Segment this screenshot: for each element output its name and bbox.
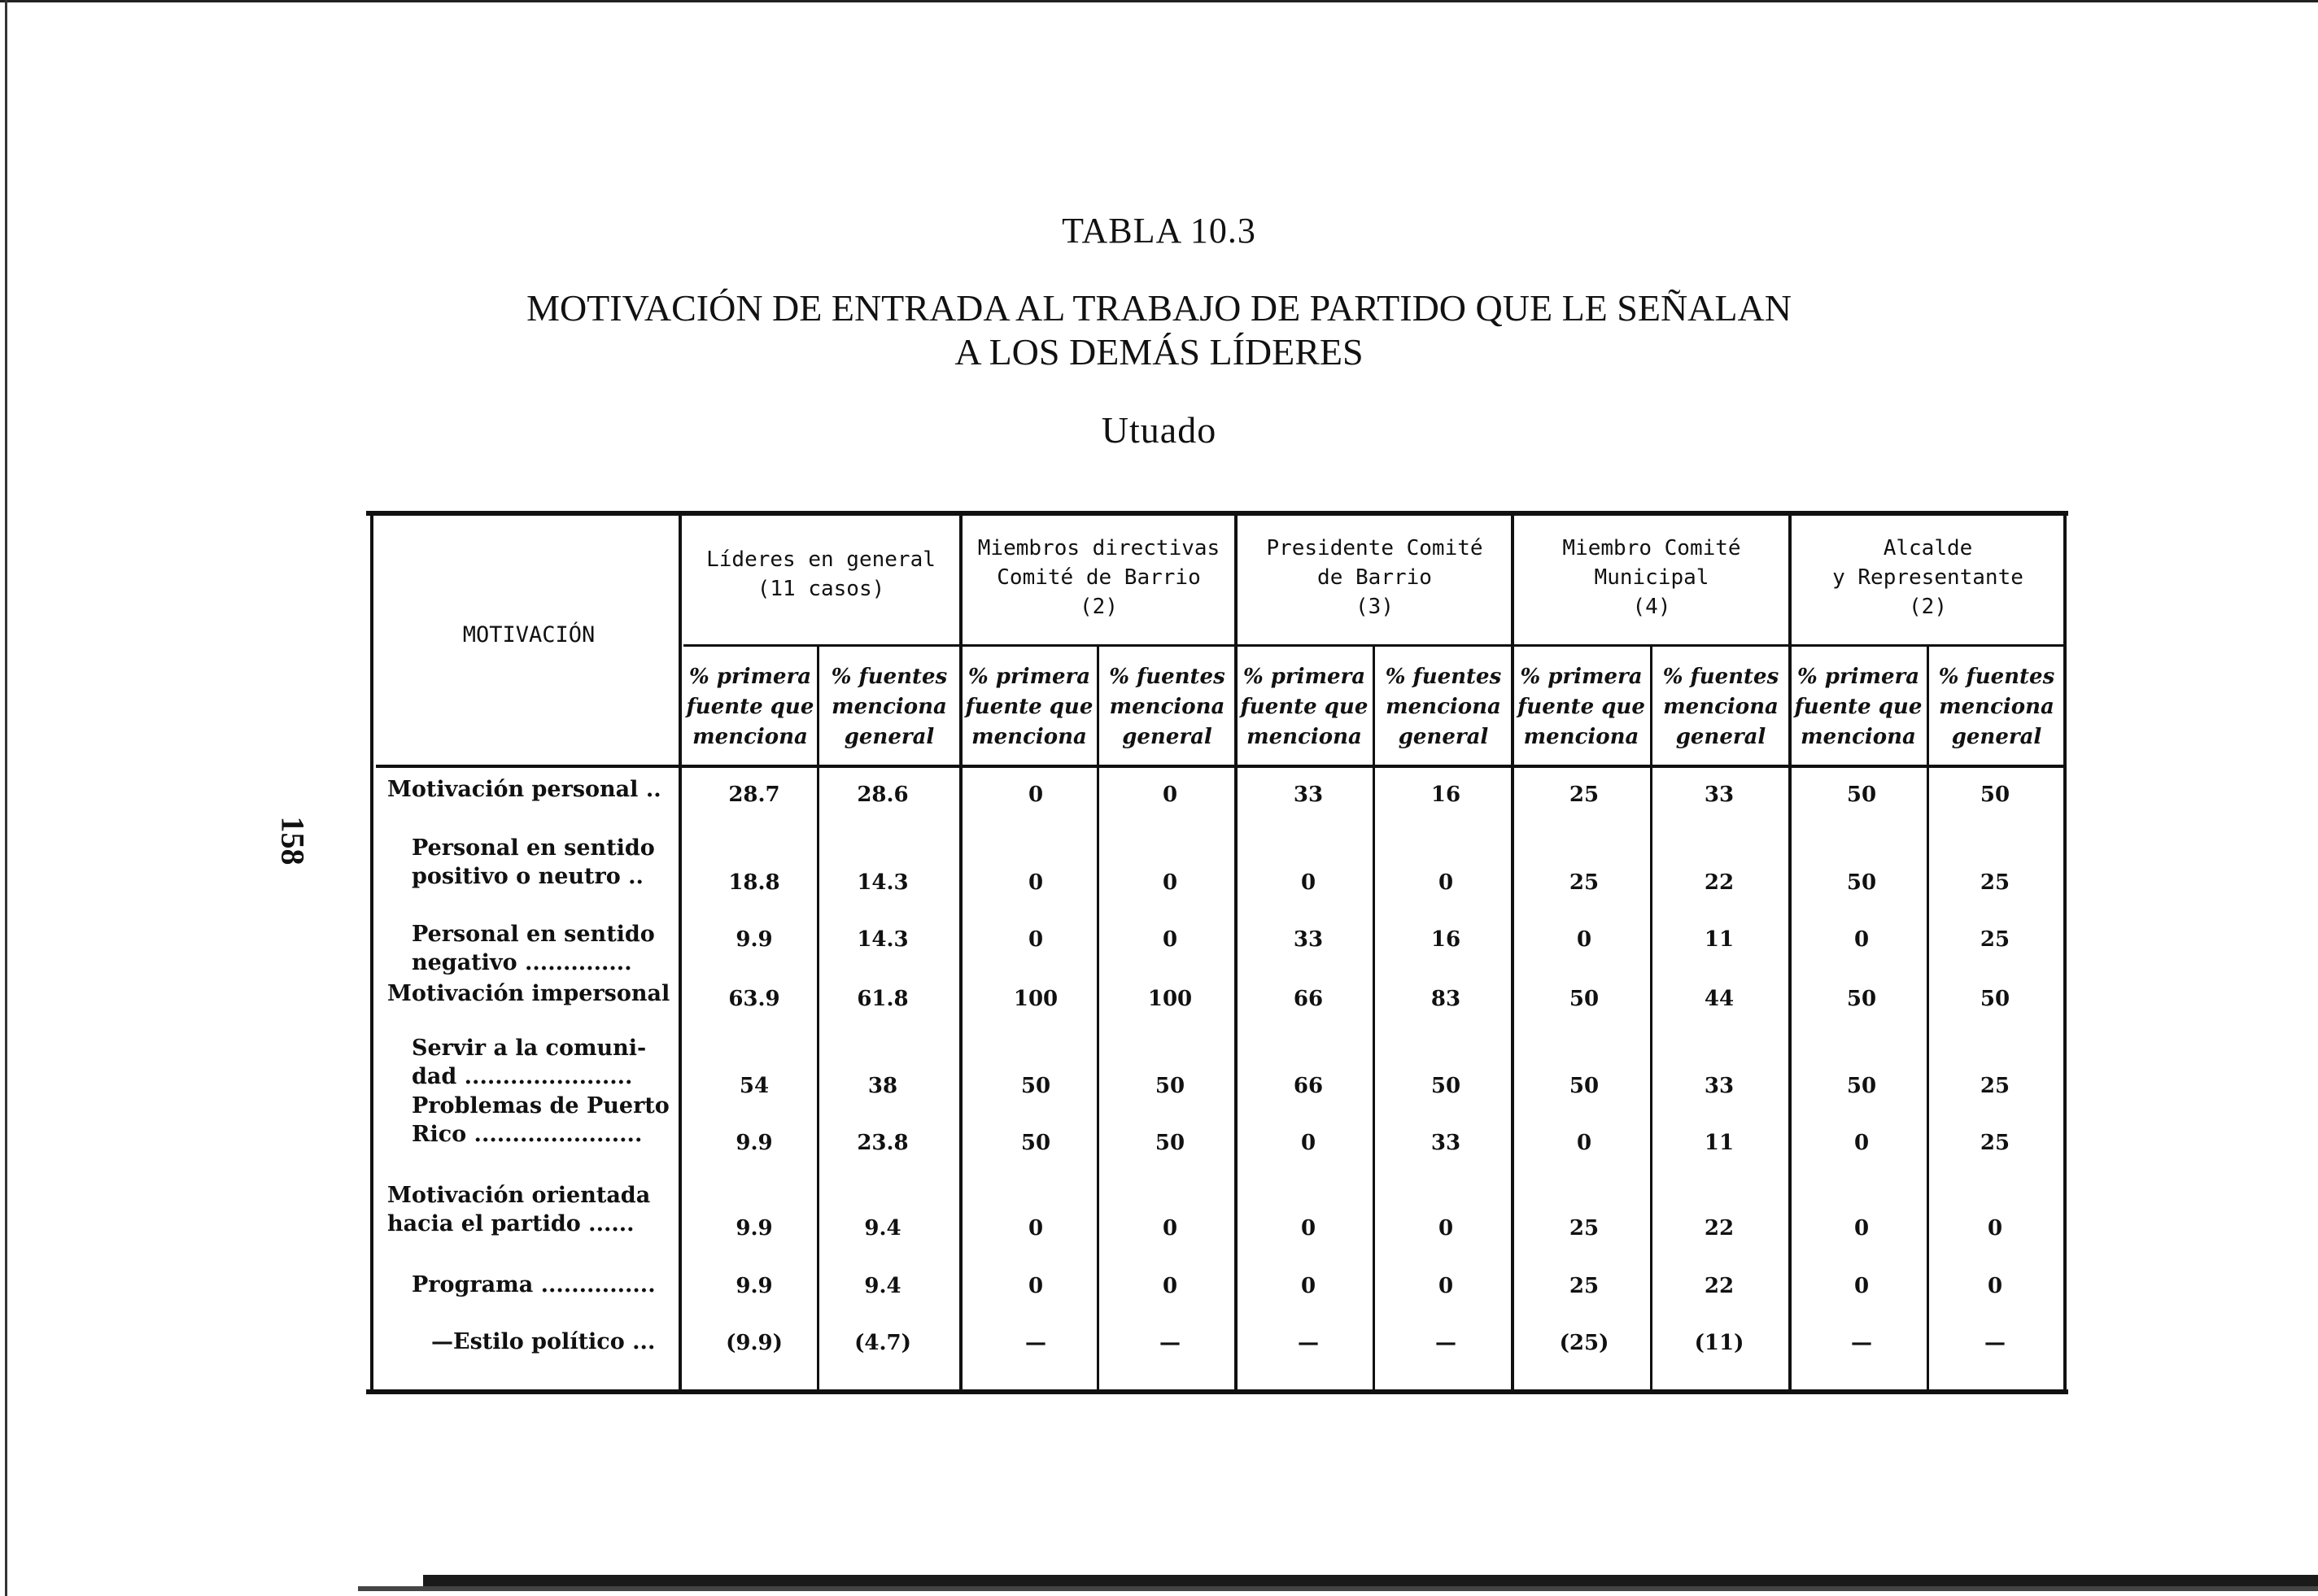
table-cell: (4.7) bbox=[854, 1331, 911, 1355]
sub-header-primera-fuente bbox=[964, 662, 1094, 752]
subcolumn-divider bbox=[1373, 646, 1375, 1389]
table-left-border bbox=[370, 516, 373, 1389]
group-header-line-1: Presidente Comité bbox=[1266, 536, 1483, 560]
row-label: —Estilo político ... bbox=[431, 1329, 656, 1354]
sub-header-line: general bbox=[1398, 725, 1489, 749]
table-cell: 0 bbox=[1162, 1274, 1178, 1298]
table-cell: 9.9 bbox=[736, 1131, 773, 1155]
table-cell: (9.9) bbox=[726, 1331, 783, 1355]
table-cell: 0 bbox=[1438, 870, 1454, 895]
sub-header-line: % fuentes bbox=[1385, 665, 1502, 689]
table-cell: 0 bbox=[1853, 1274, 1870, 1298]
table-cell: 9.9 bbox=[736, 1216, 773, 1241]
table-cell: 9.4 bbox=[864, 1274, 901, 1298]
table-cell: 9.9 bbox=[736, 1274, 773, 1298]
table-cell: 50 bbox=[1020, 1131, 1051, 1155]
table-cell: 33 bbox=[1704, 783, 1735, 807]
table-cell: 100 bbox=[1013, 987, 1059, 1011]
table-cell: 16 bbox=[1430, 783, 1461, 807]
table-cell: 0 bbox=[1853, 927, 1870, 952]
table-cell: 83 bbox=[1430, 987, 1461, 1011]
table-cell: 50 bbox=[1980, 783, 2010, 807]
table-cell: 38 bbox=[867, 1074, 898, 1098]
row-label: Personal en sentido positivo o neutro .. bbox=[412, 835, 655, 889]
sub-header-line: % fuentes bbox=[1109, 665, 1225, 689]
table-cell: (11) bbox=[1694, 1331, 1744, 1355]
table-title-line-2: A LOS DEMÁS LÍDERES bbox=[954, 331, 1364, 373]
sub-header-line: general bbox=[1675, 725, 1766, 749]
table-cell: 11 bbox=[1704, 1131, 1735, 1155]
table-cell: 25 bbox=[1569, 783, 1600, 807]
table-cell: 16 bbox=[1430, 927, 1461, 952]
table-cell: 100 bbox=[1147, 987, 1193, 1011]
subcolumn-divider bbox=[1097, 646, 1099, 1389]
table-cell: 0 bbox=[1162, 927, 1178, 952]
row-label: Programa ............... bbox=[412, 1272, 656, 1297]
subcolumn-divider bbox=[817, 646, 819, 1389]
table-cell: 25 bbox=[1980, 1131, 2010, 1155]
row-label: Motivación impersonal bbox=[387, 981, 670, 1006]
table-cell: 0 bbox=[1987, 1216, 2003, 1241]
column-divider bbox=[1788, 516, 1792, 1389]
column-divider bbox=[1234, 516, 1238, 1389]
group-header-line-3: (2) bbox=[1909, 595, 1947, 619]
table-cell: 63.9 bbox=[728, 987, 780, 1011]
table-location: Utuado bbox=[1101, 409, 1217, 451]
group-header-line-2: Comité de Barrio bbox=[997, 565, 1201, 590]
sub-header-line: % fuentes bbox=[831, 665, 948, 689]
table-cell: 25 bbox=[1980, 870, 2010, 895]
sub-header-line: % primera bbox=[1796, 665, 1920, 689]
sub-header-primera-fuente bbox=[1239, 662, 1369, 752]
sub-header-fuentes-general bbox=[1377, 662, 1510, 752]
table-cell: — bbox=[1025, 1331, 1046, 1355]
row-label: Motivación orientada hacia el partido ...... bbox=[387, 1183, 651, 1236]
sub-header-fuentes-general bbox=[1931, 662, 2063, 752]
table-cell: 33 bbox=[1293, 783, 1324, 807]
table-cell: 22 bbox=[1704, 1216, 1735, 1241]
sub-header-line: general bbox=[1951, 725, 2042, 749]
table-cell: 0 bbox=[1853, 1216, 1870, 1241]
table-cell: — bbox=[1984, 1331, 2006, 1355]
table-cell: 0 bbox=[1162, 783, 1178, 807]
table-cell: 14.3 bbox=[857, 927, 909, 952]
group-header-line-1: Miembros directivas bbox=[977, 536, 1220, 560]
table-cell: 28.6 bbox=[857, 783, 909, 807]
sub-header-line: % fuentes bbox=[1662, 665, 1779, 689]
group-header-rule bbox=[683, 644, 2063, 647]
table-cell: 50 bbox=[1846, 783, 1877, 807]
table-cell: 50 bbox=[1846, 1074, 1877, 1098]
table-cell: 0 bbox=[1028, 1274, 1044, 1298]
table-cell: 0 bbox=[1300, 1131, 1316, 1155]
table-cell: 50 bbox=[1569, 987, 1600, 1011]
sub-header-line: menciona bbox=[1386, 695, 1501, 719]
table-cell: 11 bbox=[1704, 927, 1735, 952]
sub-header-line: % primera bbox=[1520, 665, 1643, 689]
table-cell: 0 bbox=[1028, 870, 1044, 895]
row-label: Motivación personal .. bbox=[387, 777, 661, 802]
group-header-line-2: de Barrio bbox=[1317, 565, 1432, 590]
table-cell: 50 bbox=[1020, 1074, 1051, 1098]
table-cell: 0 bbox=[1438, 1274, 1454, 1298]
sub-header-primera-fuente bbox=[685, 662, 815, 752]
table-cell: 50 bbox=[1155, 1074, 1185, 1098]
sub-header-fuentes-general bbox=[1654, 662, 1788, 752]
sub-header-primera-fuente bbox=[1516, 662, 1647, 752]
sub-header-fuentes-general bbox=[1101, 662, 1233, 752]
sub-header-line: menciona bbox=[1663, 695, 1779, 719]
group-header-line-2: y Representante bbox=[1832, 565, 2023, 590]
sub-header-line: menciona bbox=[692, 725, 808, 749]
group-header bbox=[1238, 534, 1511, 621]
sub-header-line: menciona bbox=[832, 695, 947, 719]
sub-header-line: menciona bbox=[1523, 725, 1639, 749]
table-cell: (25) bbox=[1559, 1331, 1609, 1355]
group-header-line-3: (4) bbox=[1632, 595, 1671, 619]
sub-header-line: % primera bbox=[688, 665, 812, 689]
group-header-line-1: Miembro Comité bbox=[1562, 536, 1741, 560]
sub-header-line: menciona bbox=[1109, 695, 1225, 719]
table-cell: 54 bbox=[739, 1074, 770, 1098]
sub-header-line: fuente que bbox=[1517, 695, 1645, 719]
table-cell: 14.3 bbox=[857, 870, 909, 895]
subcolumn-divider bbox=[1650, 646, 1652, 1389]
table-cell: 25 bbox=[1980, 927, 2010, 952]
sub-header-line: fuente que bbox=[686, 695, 814, 719]
sub-header-line: menciona bbox=[1801, 725, 1916, 749]
table-cell: 22 bbox=[1704, 1274, 1735, 1298]
table-cell: 66 bbox=[1293, 987, 1324, 1011]
sub-header-line: menciona bbox=[1939, 695, 2054, 719]
group-header-line-3: (2) bbox=[1080, 595, 1118, 619]
group-header-line-1: Alcalde bbox=[1883, 536, 1973, 560]
group-header-line-3: (3) bbox=[1355, 595, 1394, 619]
table-title bbox=[0, 286, 2318, 374]
table-cell: 0 bbox=[1438, 1216, 1454, 1241]
table-cell: 50 bbox=[1569, 1074, 1600, 1098]
table-cell: 0 bbox=[1300, 870, 1316, 895]
table-cell: 28.7 bbox=[728, 783, 780, 807]
table-cell: 33 bbox=[1430, 1131, 1461, 1155]
table-cell: 9.9 bbox=[736, 927, 773, 952]
sub-header-line: fuente que bbox=[965, 695, 1094, 719]
group-header-line-1: Líderes en general bbox=[706, 547, 936, 572]
table-cell: 50 bbox=[1430, 1074, 1461, 1098]
table-cell: 22 bbox=[1704, 870, 1735, 895]
table-cell: 25 bbox=[1569, 1274, 1600, 1298]
sub-header-primera-fuente bbox=[1793, 662, 1923, 752]
table-cell: 50 bbox=[1980, 987, 2010, 1011]
table-title-line-1: MOTIVACIÓN DE ENTRADA AL TRABAJO DE PARTIDO QUE LE SEÑALAN bbox=[526, 287, 1792, 329]
sub-header-line: % fuentes bbox=[1938, 665, 2055, 689]
table-cell: 9.4 bbox=[864, 1216, 901, 1241]
table-cell: 61.8 bbox=[857, 987, 909, 1011]
group-header-line-2: Municipal bbox=[1594, 565, 1709, 590]
sub-header-line: fuente que bbox=[1794, 695, 1923, 719]
sub-header-line: menciona bbox=[971, 725, 1087, 749]
table-cell: 44 bbox=[1704, 987, 1735, 1011]
page-edge-bottom-shadow bbox=[358, 1586, 2318, 1591]
group-header bbox=[683, 545, 958, 604]
group-header bbox=[1515, 534, 1788, 621]
group-header bbox=[1792, 534, 2063, 621]
row-label: Servir a la comuni- dad ...................... bbox=[412, 1036, 647, 1089]
table-cell: 50 bbox=[1846, 870, 1877, 895]
sub-header-line: menciona bbox=[1246, 725, 1362, 749]
table-cell: 0 bbox=[1300, 1274, 1316, 1298]
page-edge-top bbox=[0, 0, 2318, 2]
table-cell: 0 bbox=[1987, 1274, 2003, 1298]
table-cell: 23.8 bbox=[857, 1131, 909, 1155]
table-cell: 33 bbox=[1704, 1074, 1735, 1098]
sub-header-line: % primera bbox=[1242, 665, 1366, 689]
table-cell: 50 bbox=[1155, 1131, 1185, 1155]
subcolumn-divider bbox=[1927, 646, 1929, 1389]
row-label: Problemas de Puerto Rico ...................... bbox=[412, 1093, 670, 1147]
column-divider bbox=[1511, 516, 1514, 1389]
group-header-line-2: (11 casos) bbox=[757, 577, 885, 601]
table-label: TABLA 10.3 bbox=[1062, 211, 1256, 251]
table-cell: 25 bbox=[1980, 1074, 2010, 1098]
table-cell: — bbox=[1159, 1331, 1181, 1355]
page-number: 158 bbox=[274, 816, 312, 866]
table-cell: 0 bbox=[1162, 870, 1178, 895]
row-label: Personal en sentido negativo .............. bbox=[412, 922, 655, 975]
page-edge-bottom bbox=[423, 1575, 2318, 1586]
table-cell: 66 bbox=[1293, 1074, 1324, 1098]
table-right-border bbox=[2063, 516, 2067, 1389]
sub-header-line: general bbox=[844, 725, 935, 749]
table-cell: 0 bbox=[1028, 1216, 1044, 1241]
table-cell: — bbox=[1435, 1331, 1456, 1355]
header-bottom-rule bbox=[376, 765, 2063, 768]
table-cell: — bbox=[1851, 1331, 1872, 1355]
table-cell: 0 bbox=[1028, 783, 1044, 807]
table-cell: 0 bbox=[1028, 927, 1044, 952]
table-cell: 18.8 bbox=[728, 870, 780, 895]
table-cell: 0 bbox=[1576, 1131, 1592, 1155]
group-header bbox=[963, 534, 1234, 621]
table-cell: 33 bbox=[1293, 927, 1324, 952]
sub-header-line: general bbox=[1122, 725, 1212, 749]
table-cell: 25 bbox=[1569, 870, 1600, 895]
table-cell: 50 bbox=[1846, 987, 1877, 1011]
sub-header-fuentes-general bbox=[821, 662, 958, 752]
table-cell: 0 bbox=[1162, 1216, 1178, 1241]
stub-header: MOTIVACIÓN bbox=[462, 622, 596, 648]
table-top-rule bbox=[366, 511, 2068, 516]
sub-header-line: % primera bbox=[967, 665, 1091, 689]
table-cell: 0 bbox=[1576, 927, 1592, 952]
column-divider bbox=[959, 516, 963, 1389]
table-cell: 25 bbox=[1569, 1216, 1600, 1241]
table-cell: — bbox=[1298, 1331, 1319, 1355]
sub-header-line: fuente que bbox=[1240, 695, 1369, 719]
table-bottom-rule bbox=[366, 1389, 2068, 1394]
table-cell: 0 bbox=[1853, 1131, 1870, 1155]
table-cell: 0 bbox=[1300, 1216, 1316, 1241]
